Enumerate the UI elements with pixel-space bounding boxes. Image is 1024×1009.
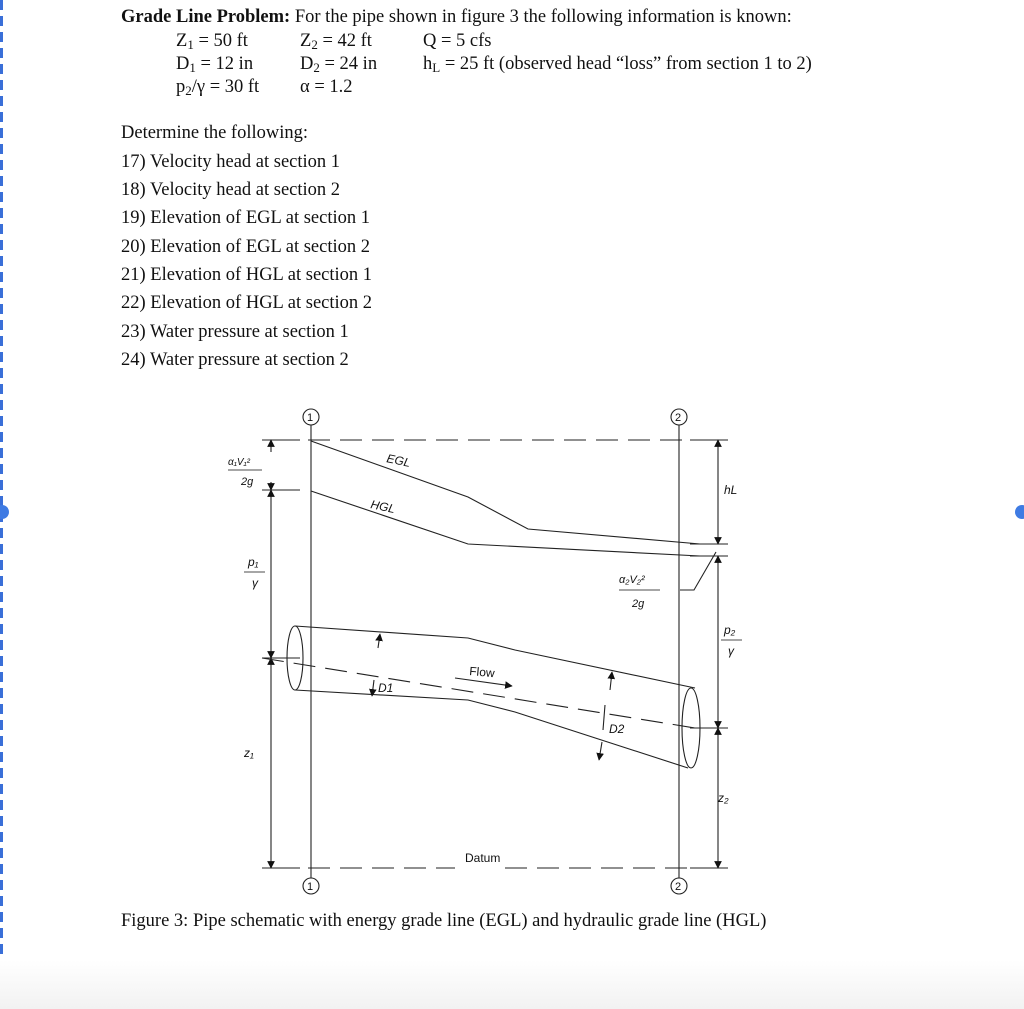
d1-label: D1 [378, 681, 394, 695]
question-item: 22) Elevation of HGL at section 2 [121, 293, 373, 313]
pressure-head-1-denominator: γ [252, 576, 258, 590]
section-2-label-bottom: 2 [675, 881, 682, 893]
pipe-top-wall [295, 626, 695, 688]
question-item: 21) Elevation of HGL at section 1 [121, 265, 373, 285]
known-head-loss: $h_L = 25$ ft (observed head “loss” from section 1 to 2) [423, 54, 812, 75]
velocity-head-2-denominator: 2g [632, 598, 645, 610]
section-2-label-top: 2 [675, 412, 682, 424]
z2-label: z₂ [718, 791, 729, 805]
pressure-head-2-numerator: p₂ [724, 623, 736, 637]
question-item: 19) Elevation of EGL at section 1 [121, 208, 370, 228]
known-z1: $Z_1 = 50$ ft [176, 31, 248, 52]
velocity-head-2-numerator: α₂V₂² [619, 574, 645, 586]
known-pressure-head-2: $p_2/\gamma = 30$ ft [176, 77, 260, 98]
pressure-head-2-denominator: γ [728, 644, 734, 658]
hgl-line [311, 491, 700, 556]
known-z2: $Z_2 = 42$ ft [300, 31, 372, 52]
question-item: 17) Velocity head at section 1 [121, 152, 341, 172]
known-alpha: α = 1.2 [300, 77, 353, 97]
velocity-head-1-numerator: α₁V₁² [228, 457, 251, 468]
section-1-label-top: 1 [307, 412, 314, 424]
bottom-fade [0, 960, 1024, 1009]
figure-caption: Figure 3: Pipe schematic with energy grade line (EGL) and hydraulic grade line (HGL) [121, 911, 767, 931]
problem-title: Grade Line Problem: For the pipe shown in figure 3 the following information is known: [121, 7, 792, 27]
head-loss-label: hL [724, 483, 738, 497]
section-1-label-bottom: 1 [307, 881, 314, 893]
egl-label: EGL [385, 451, 412, 470]
known-d1: $D_1 = 12$ in [176, 54, 254, 75]
determine-heading: Determine the following: [121, 123, 309, 143]
velocity-head-1-denominator: 2g [241, 476, 254, 488]
datum-label: Datum [465, 851, 501, 865]
d2-label: D2 [609, 722, 625, 736]
hgl-label: HGL [369, 497, 397, 517]
question-item: 23) Water pressure at section 1 [121, 322, 349, 342]
known-d2: $D_2 = 24$ in [300, 54, 378, 75]
question-item: 20) Elevation of EGL at section 2 [121, 237, 370, 257]
egl-line [311, 441, 700, 544]
known-q: Q = 5 cfs [423, 31, 492, 51]
z1-label: z₁ [244, 746, 254, 760]
pressure-head-1-numerator: p₁ [248, 555, 259, 569]
flow-label: Flow [468, 664, 496, 681]
question-item: 24) Water pressure at section 2 [121, 350, 349, 370]
pipe-bottom-wall [295, 690, 688, 768]
question-item: 18) Velocity head at section 2 [121, 180, 341, 200]
velocity-head-2-leader [680, 552, 716, 590]
